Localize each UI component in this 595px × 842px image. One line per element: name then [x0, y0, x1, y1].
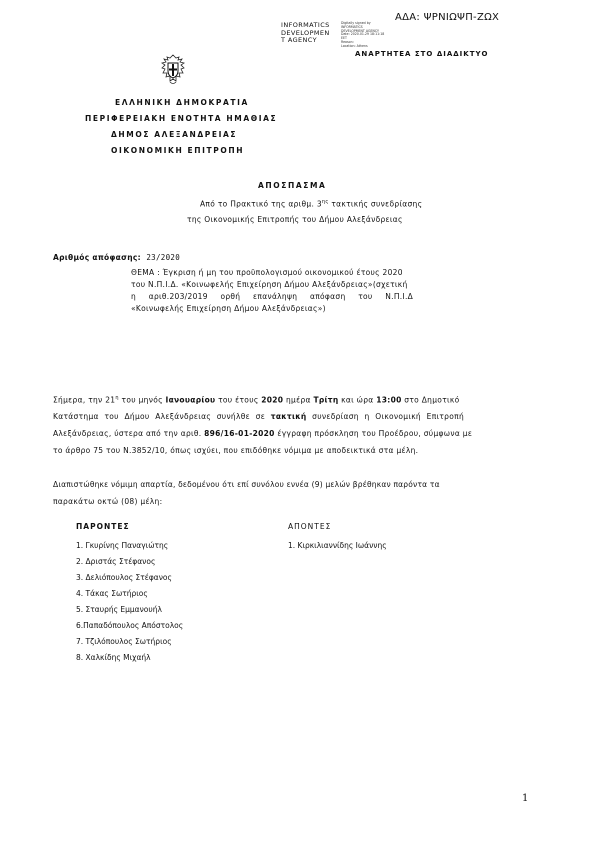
- body-text: του έτους: [215, 395, 262, 405]
- signature-detail: INFORMATICS: [341, 24, 363, 29]
- extract-line-2: της Οικονομικής Επιτροπής του Δήμου Αλεξάνδρειας: [187, 215, 403, 224]
- body-time: 13:00: [376, 395, 402, 405]
- present-member: 3. Δελιόπουλος Στέφανος: [76, 573, 172, 582]
- present-member: 5. Σταυρής Εμμανουήλ: [76, 605, 162, 614]
- extract-line-1: [200, 199, 422, 209]
- subject-line: του Ν.Π.Ι.Δ. «Κοινωφελής Επιχείρηση Δήμου Αλεξάνδρειας»(σχετική: [131, 280, 408, 289]
- body-line: [53, 412, 464, 421]
- header-republic: ΕΛΛΗΝΙΚΗ ΔΗΜΟΚΡΑΤΙΑ: [115, 98, 249, 107]
- body-line: το άρθρο 75 του Ν.3852/10, όπως ισχύει, που επιδόθηκε νόμιμα με αποδεικτικά στα μέλη.: [53, 446, 419, 455]
- body-line: Διαπιστώθηκε νόμιμη απαρτία, δεδομένου ότι επί συνόλου εννέα (9) μελών βρέθηκαν παρόντα τα: [53, 480, 440, 489]
- signature-detail: Location: Athens: [341, 43, 368, 48]
- signature-stamp: [281, 22, 330, 45]
- decision-number: [53, 253, 180, 262]
- signature-detail: DEVELOPMENT AGENCY: [341, 28, 379, 33]
- body-line: [53, 395, 459, 405]
- body-text: Κατάστημα του Δήμου Αλεξάνδρειας συνήλθε σε: [53, 412, 271, 421]
- subject-line: ΘΕΜΑ : Έγκριση ή μη του προϋπολογισμού οικονομικού έτους 2020: [131, 268, 403, 277]
- present-heading: ΠΑΡΟΝΤΕΣ: [76, 522, 130, 531]
- header-region: ΠΕΡΙΦΕΡΕΙΑΚΗ ΕΝΟΤΗΤΑ ΗΜΑΘΙΑΣ: [85, 114, 278, 123]
- decision-value: 23/2020: [146, 253, 181, 262]
- signature-detail: Date: 2020.01.29 18:11:18: [341, 32, 385, 37]
- body-text: και ώρα: [338, 395, 377, 405]
- body-year: 2020: [261, 395, 284, 405]
- signature-detail: Reason:: [341, 39, 354, 44]
- ada-code: ΑΔΑ: ΨΡΝΙΩΨΠ-ΖΩΧ: [395, 12, 500, 23]
- signature-line: INFORMATICS: [281, 21, 330, 29]
- extract-text: Από το Πρακτικό της αριθμ. 3: [200, 199, 322, 209]
- signature-details: [341, 22, 384, 49]
- subject-line: «Κοινωφελής Επιχείρηση Δήμου Αλεξάνδρειας»): [131, 304, 326, 313]
- signature-detail: EET: [341, 36, 347, 41]
- present-member: 8. Χαλκίδης Μιχαήλ: [76, 653, 151, 662]
- body-invitation-number: 896/16-01-2020: [204, 429, 275, 438]
- extract-sup: ης: [321, 199, 329, 205]
- decision-label: Αριθμός απόφασης:: [53, 253, 141, 262]
- posted-online-note: ΑΝΑΡΤΗΤΕΑ ΣΤΟ ΔΙΑΔΙΚΤΥΟ: [355, 50, 489, 58]
- present-member: 7. Τζιλόπουλος Σωτήριος: [76, 637, 172, 646]
- extract-title: ΑΠΟΣΠΑΣΜΑ: [258, 181, 327, 190]
- absent-member: 1. Κιρκιλιαννίδης Ιωάννης: [288, 541, 387, 550]
- header-municipality: ΔΗΜΟΣ ΑΛΕΞΑΝΔΡΕΙΑΣ: [111, 130, 238, 139]
- signature-detail: Digitally signed by: [341, 21, 371, 25]
- present-member: 1. Γκυρίνης Παναγιώτης: [76, 541, 169, 550]
- body-text: Αλεξάνδρειας, ύστερα από την αριθ.: [53, 429, 205, 438]
- body-sup: η: [115, 395, 119, 401]
- present-member: 2. Δριστάς Στέφανος: [76, 557, 156, 566]
- body-line: παρακάτω οκτώ (08) μέλη:: [53, 497, 163, 506]
- signature-line: DEVELOPMEN: [281, 28, 330, 37]
- present-member: 6.Παπαδόπουλος Απόστολος: [76, 621, 184, 630]
- absent-heading: ΑΠΟΝΤΕΣ: [288, 522, 332, 531]
- body-text: στο Δημοτικό: [401, 395, 460, 405]
- body-text: συνεδρίαση η Οικονομική Επιτροπή: [306, 412, 465, 421]
- greek-coat-of-arms-icon: [160, 54, 186, 86]
- body-text: ημέρα: [283, 395, 314, 405]
- body-text: του μηνός: [118, 395, 166, 405]
- signature-line: T AGENCY: [281, 36, 317, 44]
- body-text: Σήμερα, την 21: [53, 395, 116, 405]
- body-month: Ιανουαρίου: [165, 395, 216, 405]
- present-member: 4. Τάκας Σωτήριος: [76, 589, 148, 598]
- body-text: έγγραφη πρόσκληση του Προέδρου, σύμφωνα με: [274, 429, 473, 438]
- body-day: Τρίτη: [313, 395, 339, 405]
- extract-text: τακτικής συνεδρίασης: [328, 199, 423, 209]
- subject-line: η αριθ.203/2019 ορθή επανάληψη απόφαση του Ν.Π.Ι.Δ: [131, 292, 414, 301]
- page-number: 1: [522, 793, 529, 804]
- body-line: [53, 429, 472, 438]
- header-committee: ΟΙΚΟΝΟΜΙΚΗ ΕΠΙΤΡΟΠΗ: [111, 146, 245, 155]
- body-session-type: τακτική: [270, 412, 307, 421]
